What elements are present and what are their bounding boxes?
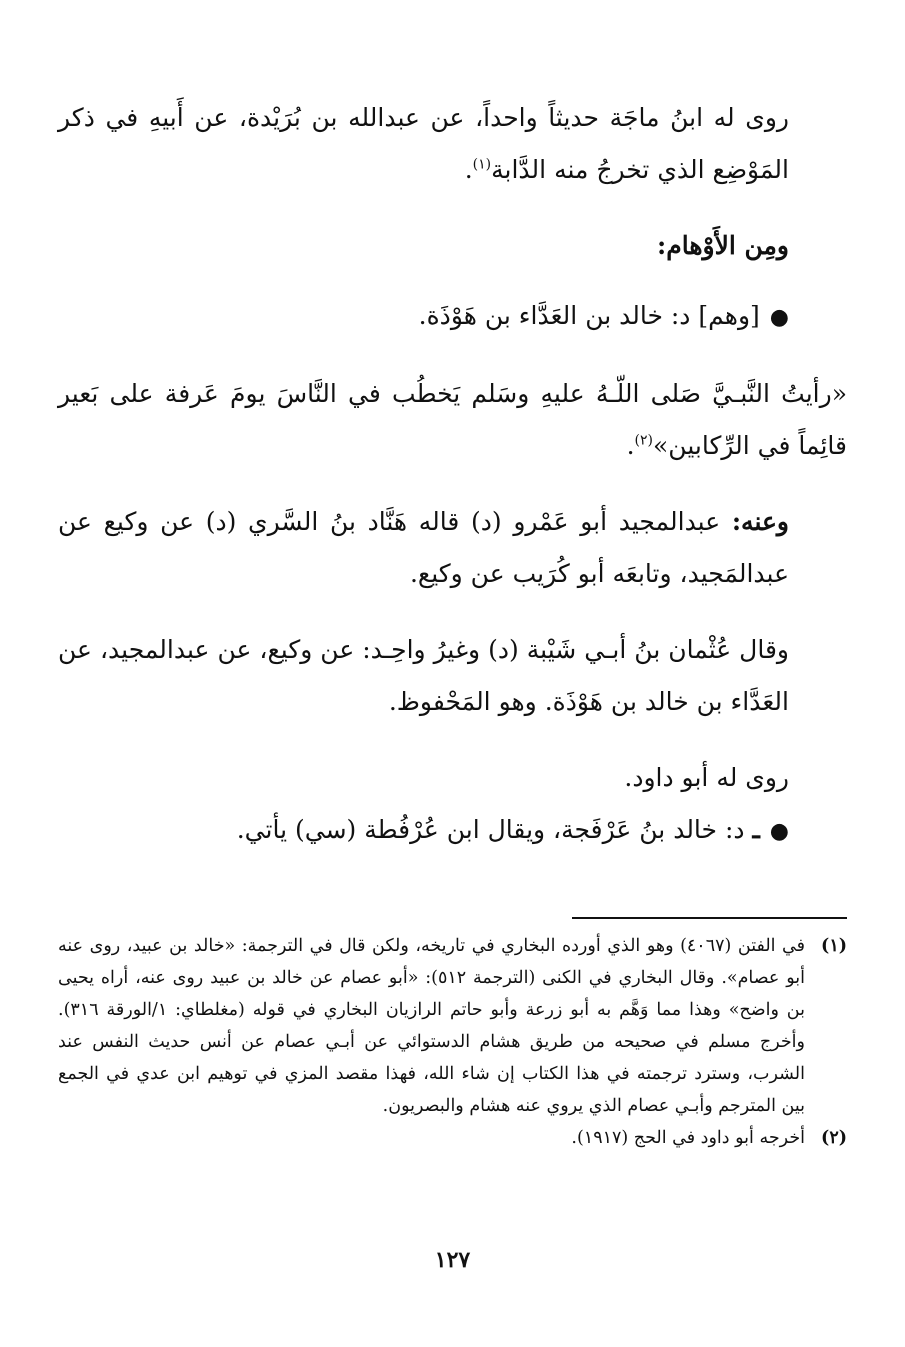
quote-end: . [626, 431, 635, 460]
qal-paragraph: وقال عُثْمان بنُ أبـي شَيْبة (د) وغيرُ واحِـد: عن وكيع، عن عبدالمجيد، عن العَدَّاء بن خالد بن هَوْذَة. وهو المَحْفوظ. [58, 635, 789, 716]
footnote-number: (١) [821, 936, 847, 956]
footnote-divider [572, 917, 847, 919]
section-heading: ومِن الأَوْهام: [657, 231, 789, 260]
footnote-ref-1[interactable]: (١) [472, 156, 492, 173]
entry-item [58, 290, 847, 344]
wanhu-paragraph [58, 496, 847, 600]
dash-mark: ـ [752, 815, 760, 844]
narration-end: . [464, 155, 473, 184]
main-text [58, 92, 847, 858]
wanhu-text: عبدالمجيد أبو عَمْرو (د) قاله هَنَّاد بنُ السَّري (د) عن وكيع عن عبدالمَجيد، وتابعَه أبو كُرَيب عن وكيع. [58, 507, 789, 588]
page-number: ١٢٧ [434, 1247, 471, 1273]
footnote-2 [58, 1122, 847, 1154]
rawa-line: روى له أبو داود. [624, 763, 789, 792]
footnote-number: (٢) [821, 1128, 847, 1148]
footnotes [58, 930, 847, 1154]
footnote-text: في الفتن (٤٠٦٧) وهو الذي أورده البخاري في تاريخه، ولكن قال في الترجمة: «خالد بن عبيد، روى عنه أبو عصام». وقال البخاري في الكنى (الترجمة ٥١٢): «أبو عصام عن خالد بن عبيد روى عنه، أراه يحيى بن واضح» وهذا مما وَهَّم به أبو زرعة وأبو حاتم الرازيان البخاري في قوله (مغلطاي: ١/الورقة ٣١٦). وأخرج مسلم في صحيحه من طريق هشام الدستوائي عن أبـي عصام عن أنس حديث النفس عند الشرب، وسترد ترجمته في هذا الكتاب إن شاء الله، فهذا مقصد المزي في توهيم ابن عدي في الجمع بين المترجم وأبـي عصام الذي يروي عنه هشام والبصريون. [58, 936, 805, 1116]
entry-text: [وهم] د: خالد بن العَدَّاء بن هَوْذَة. [418, 301, 760, 330]
entry-item-2 [58, 804, 847, 858]
bullet-icon: ● [769, 305, 789, 330]
footnote-ref-2[interactable]: (٢) [634, 432, 654, 449]
bullet-icon-2: ● [769, 819, 789, 844]
footnote-1 [58, 930, 847, 1122]
footnote-text: أخرجه أبو داود في الحج (١٩١٧). [571, 1128, 805, 1148]
hadith-quote [58, 368, 847, 472]
narration-paragraph [58, 92, 847, 196]
quote-text: «رأيتُ النَّبـيَّ صَلى اللّـهُ عليهِ وسَلم يَخطُب في النَّاسَ يومَ عَرفة على بَعير قائِماً في الرِّكابين» [58, 379, 847, 460]
entry-text-2: د: خالد بنُ عَرْفَجة، ويقال ابن عُرْفُطة (سي) يأتي. [236, 815, 753, 844]
narration-text: روى له ابنُ ماجَة حديثاً واحداً، عن عبدالله بن بُرَيْدة، عن أَبيهِ في ذكر المَوْضِع الذي تخرجُ منه الدَّابة [58, 103, 789, 184]
wanhu-label: وعنه: [731, 507, 789, 536]
